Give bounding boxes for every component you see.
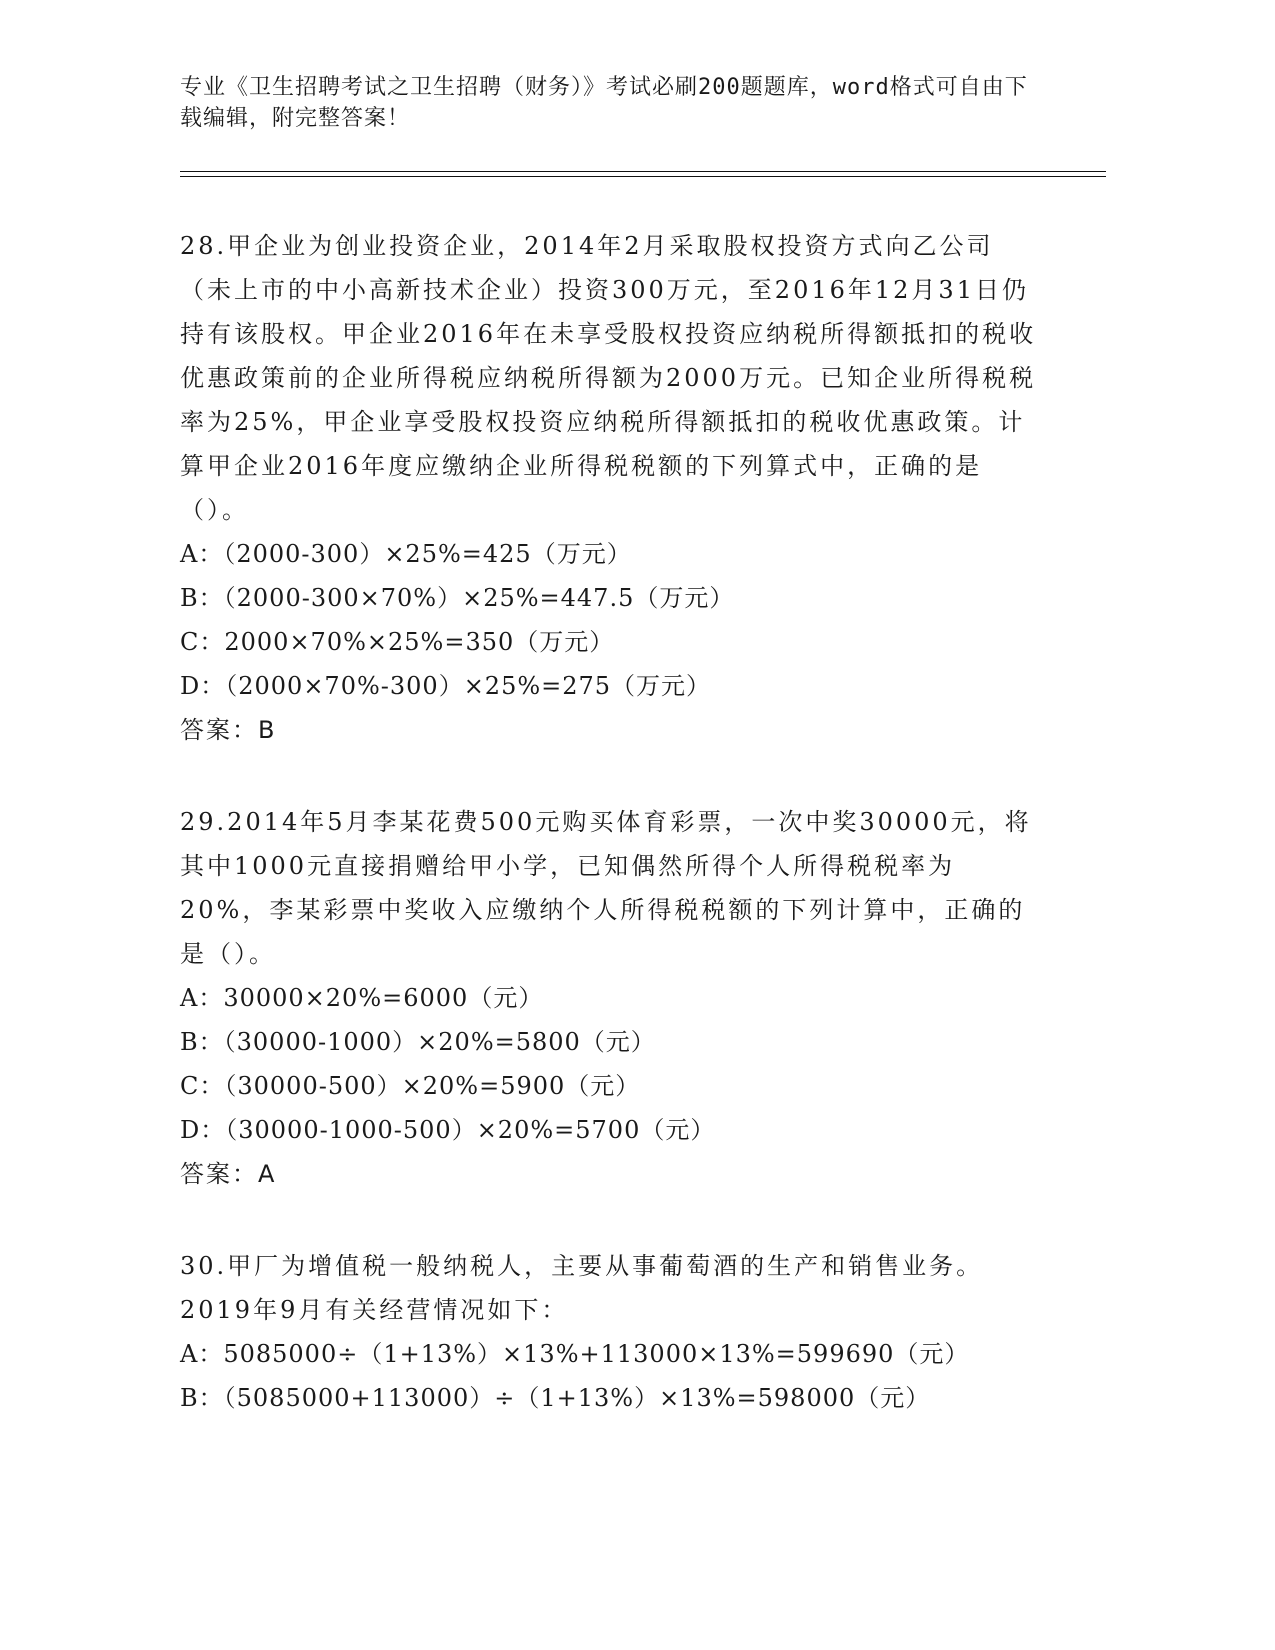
question-28: [180, 224, 1040, 752]
option-b: B：（2000-300×70%）×25%=447.5（万元）: [180, 584, 735, 612]
question-29: [180, 800, 1040, 1196]
header-divider-bottom: [180, 176, 1106, 177]
option-a: A：5085000÷（1+13%）×13%+113000×13%=599690（元）: [180, 1340, 970, 1368]
option-d: D：（30000-1000-500）×20%=5700（元）: [180, 1116, 716, 1144]
question-list: [180, 224, 1040, 1468]
question-30: [180, 1244, 1040, 1420]
question-stem: 29.2014年5月李某花费500元购买体育彩票，一次中奖30000元，将其中1000元直接捐赠给甲小学，已知偶然所得个人所得税税率为20%，李某彩票中奖收入应缴纳个人所得税税额的下列计算中，正确的是（）。: [180, 808, 1032, 968]
option-a: A：（2000-300）×25%=425（万元）: [180, 540, 632, 568]
header-divider-top: [180, 171, 1106, 172]
option-c: C：2000×70%×25%=350（万元）: [180, 628, 615, 656]
question-stem: 30.甲厂为增值税一般纳税人，主要从事葡萄酒的生产和销售业务。2019年9月有关经营情况如下：: [180, 1252, 984, 1324]
option-c: C：（30000-500）×20%=5900（元）: [180, 1072, 641, 1100]
option-a: A：30000×20%=6000（元）: [180, 984, 544, 1012]
answer-line: 答案：A: [180, 1160, 277, 1188]
option-b: B：（5085000+113000）÷（1+13%）×13%=598000（元）: [180, 1384, 931, 1412]
document-header: 专业《卫生招聘考试之卫生招聘（财务）》考试必刷200题题库，word格式可自由下载编辑，附完整答案！: [180, 75, 1028, 131]
option-d: D：（2000×70%-300）×25%=275（万元）: [180, 672, 712, 700]
answer-line: 答案：B: [180, 716, 277, 744]
option-b: B：（30000-1000）×20%=5800（元）: [180, 1028, 656, 1056]
question-stem: 28.甲企业为创业投资企业，2014年2月采取股权投资方式向乙公司（未上市的中小高新技术企业）投资300万元，至2016年12月31日仍持有该股权。甲企业2016年在未享受股权投资应纳税所得额抵扣的税收优惠政策前的企业所得税应纳税所得额为2000万元。已知企业所得税税率为25%，甲企业享受股权投资应纳税所得额抵扣的税收优惠政策。计算甲企业2016年度应缴纳企业所得税税额的下列算式中，正确的是（）。: [180, 232, 1037, 524]
